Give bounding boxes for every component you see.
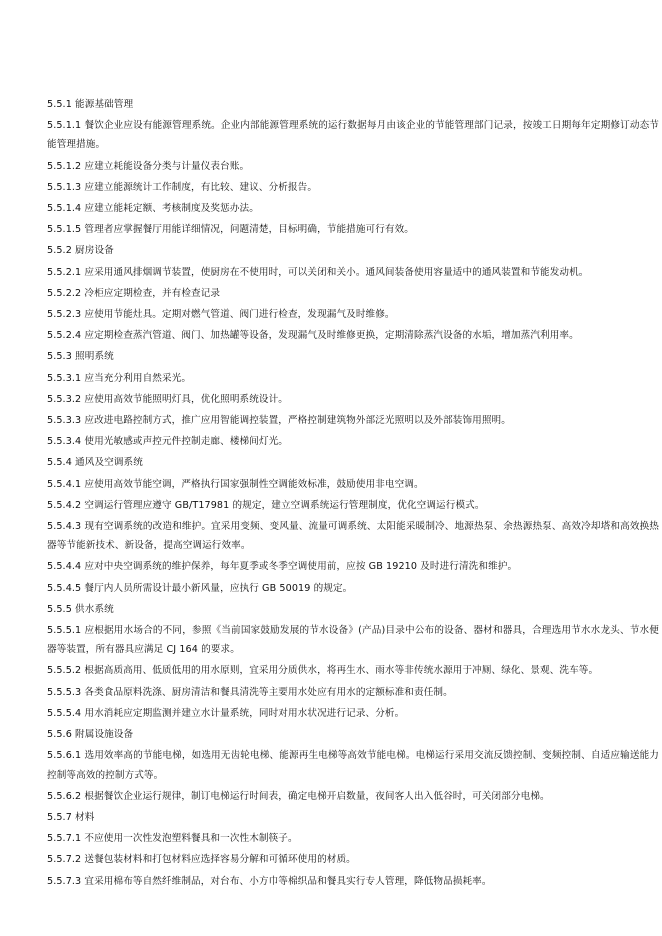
clause-5-5-3-4: 5.5.3.4 使用光敏感或声控元件控制走廊、楼梯间灯光。 [47, 436, 288, 448]
clause-5-5-7-2: 5.5.7.2 送餐包装材料和打包材料应选择容易分解和可循环使用的材质。 [47, 854, 356, 866]
clause-5-5-5-3: 5.5.5.3 各类食品原料洗涤、厨房清洁和餐具清洗等主要用水处应有用水的定额标准和责任制。 [47, 686, 453, 698]
clause-5-5-5-2: 5.5.5.2 根据高质高用、低质低用的用水原则，宜采用分质供水，将再生水、雨水等非传统水源用于冲厕、绿化、景观、洗车等。 [47, 665, 599, 677]
clause-5-5-2-1: 5.5.2.1 应采用通风排烟调节装置，使厨房在不使用时，可以关闭和关小。通风间装备使用容量适中的通风装置和节能发动机。 [47, 266, 589, 278]
clause-5-5-2-2: 5.5.2.2 冷柜应定期检查，并有检查记录 [47, 287, 221, 299]
section-heading-ancillary-facilities: 5.5.6 附属设施设备 [47, 729, 134, 741]
section-heading-lighting: 5.5.3 照明系统 [47, 351, 114, 363]
clause-5-5-1-5: 5.5.1.5 管理者应掌握餐厅用能详细情况，问题清楚，目标明确，节能措施可行有效。 [47, 224, 414, 236]
clause-5-5-3-1: 5.5.3.1 应当充分利用自然采光。 [47, 372, 192, 384]
section-heading-energy-management: 5.5.1 能源基础管理 [47, 99, 134, 110]
clause-5-5-1-2: 5.5.1.2 应建立耗能设备分类与计量仪表台账。 [47, 160, 250, 172]
clause-5-5-2-4: 5.5.2.4 应定期检查蒸汽管道、阀门、加热罐等设备，发现漏气及时维修更换，定期清除蒸汽设备的水垢，增加蒸汽利用率。 [47, 330, 579, 342]
clause-5-5-7-3: 5.5.7.3 宜采用棉布等自然纤维制品，对台布、小方巾等棉织品和餐具实行专人管理，降低物品损耗率。 [47, 875, 492, 887]
clause-5-5-6-1: 5.5.6.1 选用效率高的节能电梯，如选用无齿轮电梯、能源再生电梯等高效节能电梯。电梯运行采用交流反馈控制、变频控制、自适应输送能力控制等高效的控制方式等。 [47, 750, 659, 781]
clause-5-5-2-3: 5.5.2.3 应使用节能灶具。定期对燃气管道、阀门进行检查，发现漏气及时维修。 [47, 309, 395, 321]
clause-5-5-4-3: 5.5.4.3 现有空调系统的改造和维护。宜采用变频、变风量、流量可调系统、太阳能采暖制冷、地源热泵、余热源热泵、高效冷却塔和高效换热器等节能新技术、新设备，提高空调运行效率。 [47, 521, 659, 552]
clause-5-5-1-4: 5.5.1.4 应建立能耗定额、考核制度及奖惩办法。 [47, 203, 259, 215]
clause-5-5-7-1: 5.5.7.1 不应使用一次性发泡塑料餐具和一次性木制筷子。 [47, 833, 298, 845]
clause-5-5-3-2: 5.5.3.2 应使用高效节能照明灯具，优化照明系统设计。 [47, 393, 288, 405]
section-heading-materials: 5.5.7 材料 [47, 811, 95, 823]
clause-5-5-5-1: 5.5.5.1 应根据用水场合的不同，参照《当前国家鼓励发展的节水设备》(产品)目录中公布的设备、器材和器具，合理选用节水水龙头、节水便器等装置，所有器具应满足 CJ 164 的要求。 [47, 625, 659, 656]
document-body [47, 94, 659, 892]
clause-5-5-5-4: 5.5.5.4 用水消耗应定期监测并建立水计量系统，同时对用水状况进行记录、分析。 [47, 707, 405, 719]
clause-5-5-3-3: 5.5.3.3 应改进电路控制方式，推广应用智能调控装置，严格控制建筑物外部泛光照明以及外部装饰用照明。 [47, 415, 511, 427]
clause-5-5-4-1: 5.5.4.1 应使用高效节能空调，严格执行国家强制性空调能效标准，鼓励使用非电空调。 [47, 478, 424, 490]
clause-5-5-1-1: 5.5.1.1 餐饮企业应设有能源管理系统。企业内部能源管理系统的运行数据每月由该企业的节能管理部门记录，按竣工日期每年定期修订动态节能管理措施。 [47, 120, 659, 151]
section-heading-kitchen-equipment: 5.5.2 厨房设备 [47, 245, 114, 257]
clause-5-5-4-2: 5.5.4.2 空调运行管理应遵守 GB/T17981 的规定，建立空调系统运行管理制度，优化空调运行模式。 [47, 499, 485, 511]
clause-5-5-1-3: 5.5.1.3 应建立能源统计工作制度，有比较、建议、分析报告。 [47, 181, 318, 193]
clause-5-5-4-4: 5.5.4.4 应对中央空调系统的维护保养，每年夏季或冬季空调使用前，应按 GB 19210 及时进行清洗和维护。 [47, 561, 518, 573]
section-heading-ventilation-ac: 5.5.4 通风及空调系统 [47, 457, 143, 469]
clause-5-5-6-2: 5.5.6.2 根据餐饮企业运行规律，制订电梯运行时间表，确定电梯开启数量，夜间客人出入低谷时，可关闭部分电梯。 [47, 790, 550, 802]
section-heading-water-supply: 5.5.5 供水系统 [47, 603, 114, 615]
clause-5-5-4-5: 5.5.4.5 餐厅内人员所需设计最小新风量，应执行 GB 50019 的规定。 [47, 582, 353, 594]
